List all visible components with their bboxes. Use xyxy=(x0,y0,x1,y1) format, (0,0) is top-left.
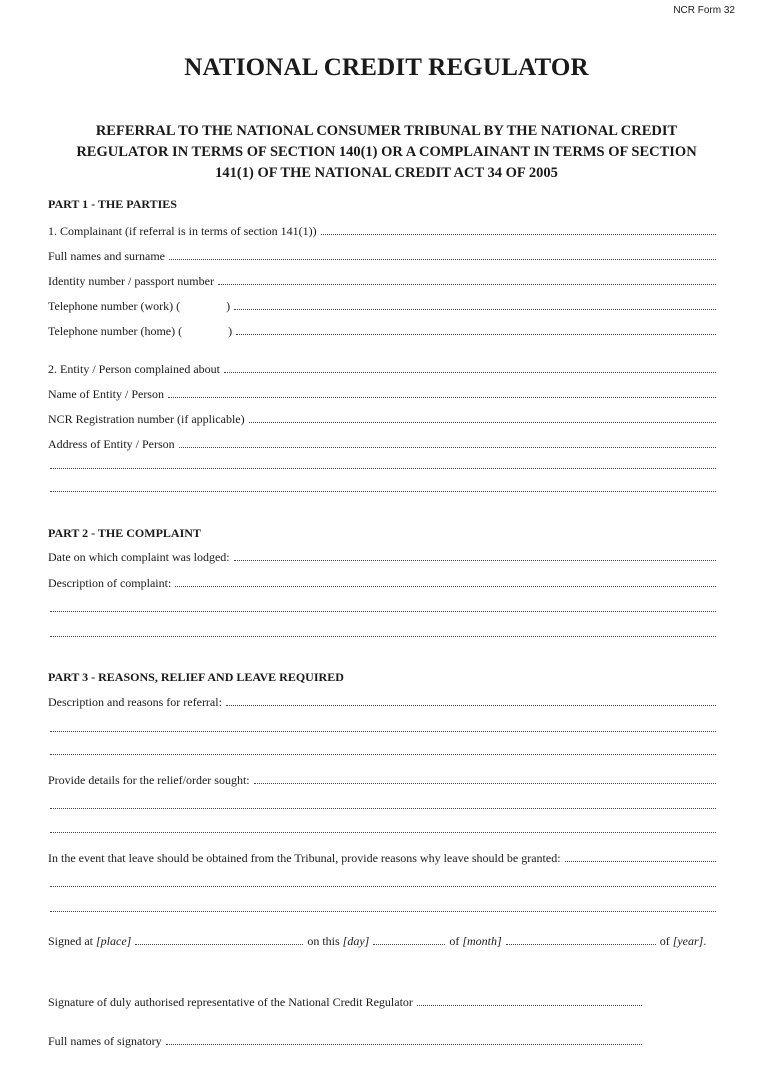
tel-home-field[interactable] xyxy=(236,324,716,335)
identity-field[interactable] xyxy=(218,274,716,285)
entity-name-field[interactable] xyxy=(168,387,716,398)
signed-at-row xyxy=(48,934,732,949)
signature-field[interactable] xyxy=(417,995,642,1006)
of-label-2: of xyxy=(659,934,670,948)
relief-label: Provide details for the relief/order sought: xyxy=(48,773,250,787)
signed-period: . xyxy=(703,934,707,948)
leave-line-3[interactable] xyxy=(50,910,716,912)
relief-field[interactable] xyxy=(254,773,716,784)
signed-at-label: Signed at xyxy=(48,934,93,948)
reasons-field[interactable] xyxy=(226,695,716,706)
address-field[interactable] xyxy=(179,437,716,448)
tel-work-label: Telephone number (work) ( xyxy=(48,299,181,313)
signatory-label: Full names of signatory xyxy=(48,1034,162,1048)
complainant-row xyxy=(48,224,716,239)
day-label: [day] xyxy=(342,934,370,948)
tel-work-paren: ) xyxy=(226,299,231,313)
date-lodged-field[interactable] xyxy=(234,550,716,561)
place-label: [place] xyxy=(96,934,132,948)
address-label: Address of Entity / Person xyxy=(48,437,175,451)
date-lodged-label: Date on which complaint was lodged: xyxy=(48,550,230,564)
entity-field[interactable] xyxy=(224,362,716,373)
full-names-field[interactable] xyxy=(169,249,716,260)
address-line-3[interactable] xyxy=(50,490,716,492)
month-field[interactable] xyxy=(506,934,656,945)
on-this-label: on this xyxy=(307,934,340,948)
entity-name-label: Name of Entity / Person xyxy=(48,387,164,401)
reasons-row xyxy=(48,695,716,710)
complainant-label: 1. Complainant (if referral is in terms of section 141(1)) xyxy=(48,224,317,238)
form-subtitle: REFERRAL TO THE NATIONAL CONSUMER TRIBUNAL BY THE NATIONAL CREDIT REGULATOR IN TERMS OF SECTION 140(1) OR A COMPLAINANT IN TERMS OF SECTION 141(1) OF THE NATIONAL CREDIT ACT 34 OF 2005 xyxy=(76,123,697,181)
part3-heading: PART 3 - REASONS, RELIEF AND LEAVE REQUIRED xyxy=(48,670,344,684)
description-row xyxy=(48,576,716,591)
tel-home-label: Telephone number (home) ( xyxy=(48,324,183,338)
description-field[interactable] xyxy=(175,576,716,587)
signatory-field[interactable] xyxy=(166,1034,642,1045)
leave-row xyxy=(48,851,716,866)
entity-row xyxy=(48,362,716,377)
ncr-reg-label: NCR Registration number (if applicable) xyxy=(48,412,245,426)
leave-label: In the event that leave should be obtained from the Tribunal, provide reasons why leave should be granted: xyxy=(48,851,561,865)
description-label: Description of complaint: xyxy=(48,576,172,590)
complainant-field[interactable] xyxy=(321,224,716,235)
signatory-row xyxy=(48,1034,642,1049)
day-field[interactable] xyxy=(373,934,445,945)
address-row xyxy=(48,437,716,452)
relief-row xyxy=(48,773,716,788)
full-names-label: Full names and surname xyxy=(48,249,165,263)
description-line-3[interactable] xyxy=(50,635,716,637)
part1-heading: PART 1 - THE PARTIES xyxy=(48,197,177,211)
of-label-1: of xyxy=(449,934,460,948)
tel-work-field[interactable] xyxy=(234,299,716,310)
description-line-2[interactable] xyxy=(50,610,716,612)
tel-home-row xyxy=(48,324,716,339)
ncr-reg-field[interactable] xyxy=(249,412,716,423)
month-label: [month] xyxy=(462,934,502,948)
page-title: NATIONAL CREDIT REGULATOR xyxy=(184,54,589,81)
ncr-reg-row xyxy=(48,412,716,427)
reasons-label: Description and reasons for referral: xyxy=(48,695,222,709)
full-names-row xyxy=(48,249,716,264)
identity-row xyxy=(48,274,716,289)
reasons-line-2[interactable] xyxy=(50,730,716,732)
tel-work-row xyxy=(48,299,716,314)
place-field[interactable] xyxy=(135,934,303,945)
leave-line-2[interactable] xyxy=(50,885,716,887)
year-label: [year] xyxy=(672,934,704,948)
signature-label: Signature of duly authorised representative of the National Credit Regulator xyxy=(48,995,413,1009)
entity-name-row xyxy=(48,387,716,402)
reasons-line-3[interactable] xyxy=(50,753,716,755)
leave-field[interactable] xyxy=(565,851,716,862)
signature-row xyxy=(48,995,642,1010)
part2-heading: PART 2 - THE COMPLAINT xyxy=(48,526,201,540)
address-line-2[interactable] xyxy=(50,467,716,469)
date-lodged-row xyxy=(48,550,716,565)
entity-label: 2. Entity / Person complained about xyxy=(48,362,220,376)
tel-home-paren: ) xyxy=(228,324,233,338)
relief-line-3[interactable] xyxy=(50,831,716,833)
form-number: NCR Form 32 xyxy=(673,5,735,16)
relief-line-2[interactable] xyxy=(50,807,716,809)
identity-label: Identity number / passport number xyxy=(48,274,214,288)
